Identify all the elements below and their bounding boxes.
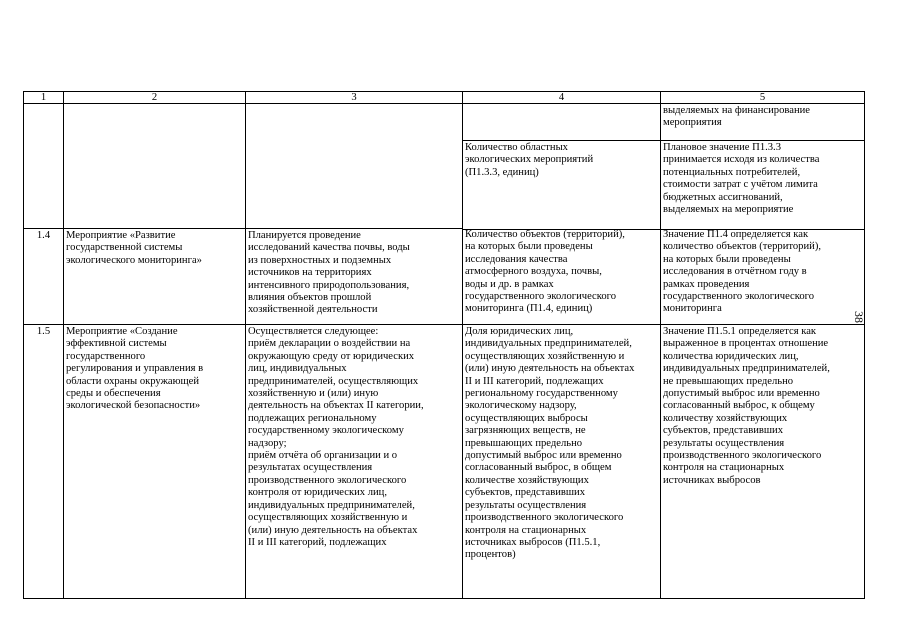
indicator-cell-1-3-3: Количество областных экологических мероприятий (П1.3.3, единиц) [463,141,661,230]
continued-cell-1 [24,104,64,230]
header-cell-3: 3 [246,92,463,104]
method-cell-1-5-1: Значение П1.5.1 определяется как выраженное в процентах отношение количества юридических лиц, индивидуальных предпринимателей, не превышающих предельно допустимый выброс или временно согласованный выброс, к общему количеству хозяйствующих субъектов, представивших результаты осуществления производственного экологического контроля на стационарных источниках выбросов [661,325,865,599]
header-cell-1: 1 [24,92,64,104]
row-number-1-4: 1.4 [24,228,64,325]
continued-cell-2 [64,104,246,230]
measure-cell-1-5: Мероприятие «Создание эффективной системы государственного регулирования и управления в области охраны окружающей среды и обеспечения экологической безопасности» [64,325,246,599]
row-number-1-5: 1.5 [24,325,64,599]
indicator-cell-1-4: Количество объектов (территорий), на которых были проведены исследования качества атмосферного воздуха, почвы, воды и др. в рамках государственного экологического мониторинга (П1.4, единиц) [463,228,661,325]
header-cell-5: 5 [661,92,865,104]
method-cell-1-4: Значение П1.4 определяется как количество объектов (территорий), на которых были проведены исследования в отчётном году в рамках проведения государственного экологического мониторинга [661,228,865,325]
method-cell-1-3-3: Плановое значение П1.3.3 принимается исходя из количества потенциальных потребителей, стоимости затрат с учётом лимита бюджетных ассигнований, выделяемых на мероприятие [661,141,865,230]
page-number: 38 [852,311,866,323]
description-cell-1-5: Осуществляется следующее: приём декларации о воздействии на окружающую среду от юридических лиц, индивидуальных предпринимателей, осуществляющих хозяйственную и (или) иную деятельность на объектах II категории, подлежащих региональному государственному экологическому надзору; приём отчёта об организации и о результатах осуществления производственного экологического контроля от юридических лиц, индивидуальных предпринимателей, осуществляющих хозяйственную и (или) иную деятельность на объектах II и III категорий, подлежащих [246,325,463,599]
header-cell-4: 4 [463,92,661,104]
indicator-cell-1-5-1: Доля юридических лиц, индивидуальных предпринимателей, осуществляющих хозяйственную и (или) иную деятельность на объектах II и III категорий, подлежащих региональному государственному экологическому надзору, осуществляющих выбросы загрязняющих веществ, не превышающих предельно допустимый выброс или временно согласованный выброс, в общем количестве хозяйствующих субъектов, представивших результаты осуществления производственного экологического контроля на стационарных источниках выбросов (П1.5.1, процентов) [463,325,661,599]
header-cell-2: 2 [64,92,246,104]
continued-cell-3 [246,104,463,230]
continued-cell-4 [463,104,661,141]
measure-cell-1-4: Мероприятие «Развитие государственной системы экологического мониторинга» [64,228,246,325]
indicator-table [23,91,865,599]
continued-cell-5: выделяемых на финансирование мероприятия [661,104,865,141]
description-cell-1-4: Планируется проведение исследований качества почвы, воды из поверхностных и подземных источников на территориях интенсивного природопользования, влияния объектов прошлой хозяйственной деятельности [246,228,463,325]
